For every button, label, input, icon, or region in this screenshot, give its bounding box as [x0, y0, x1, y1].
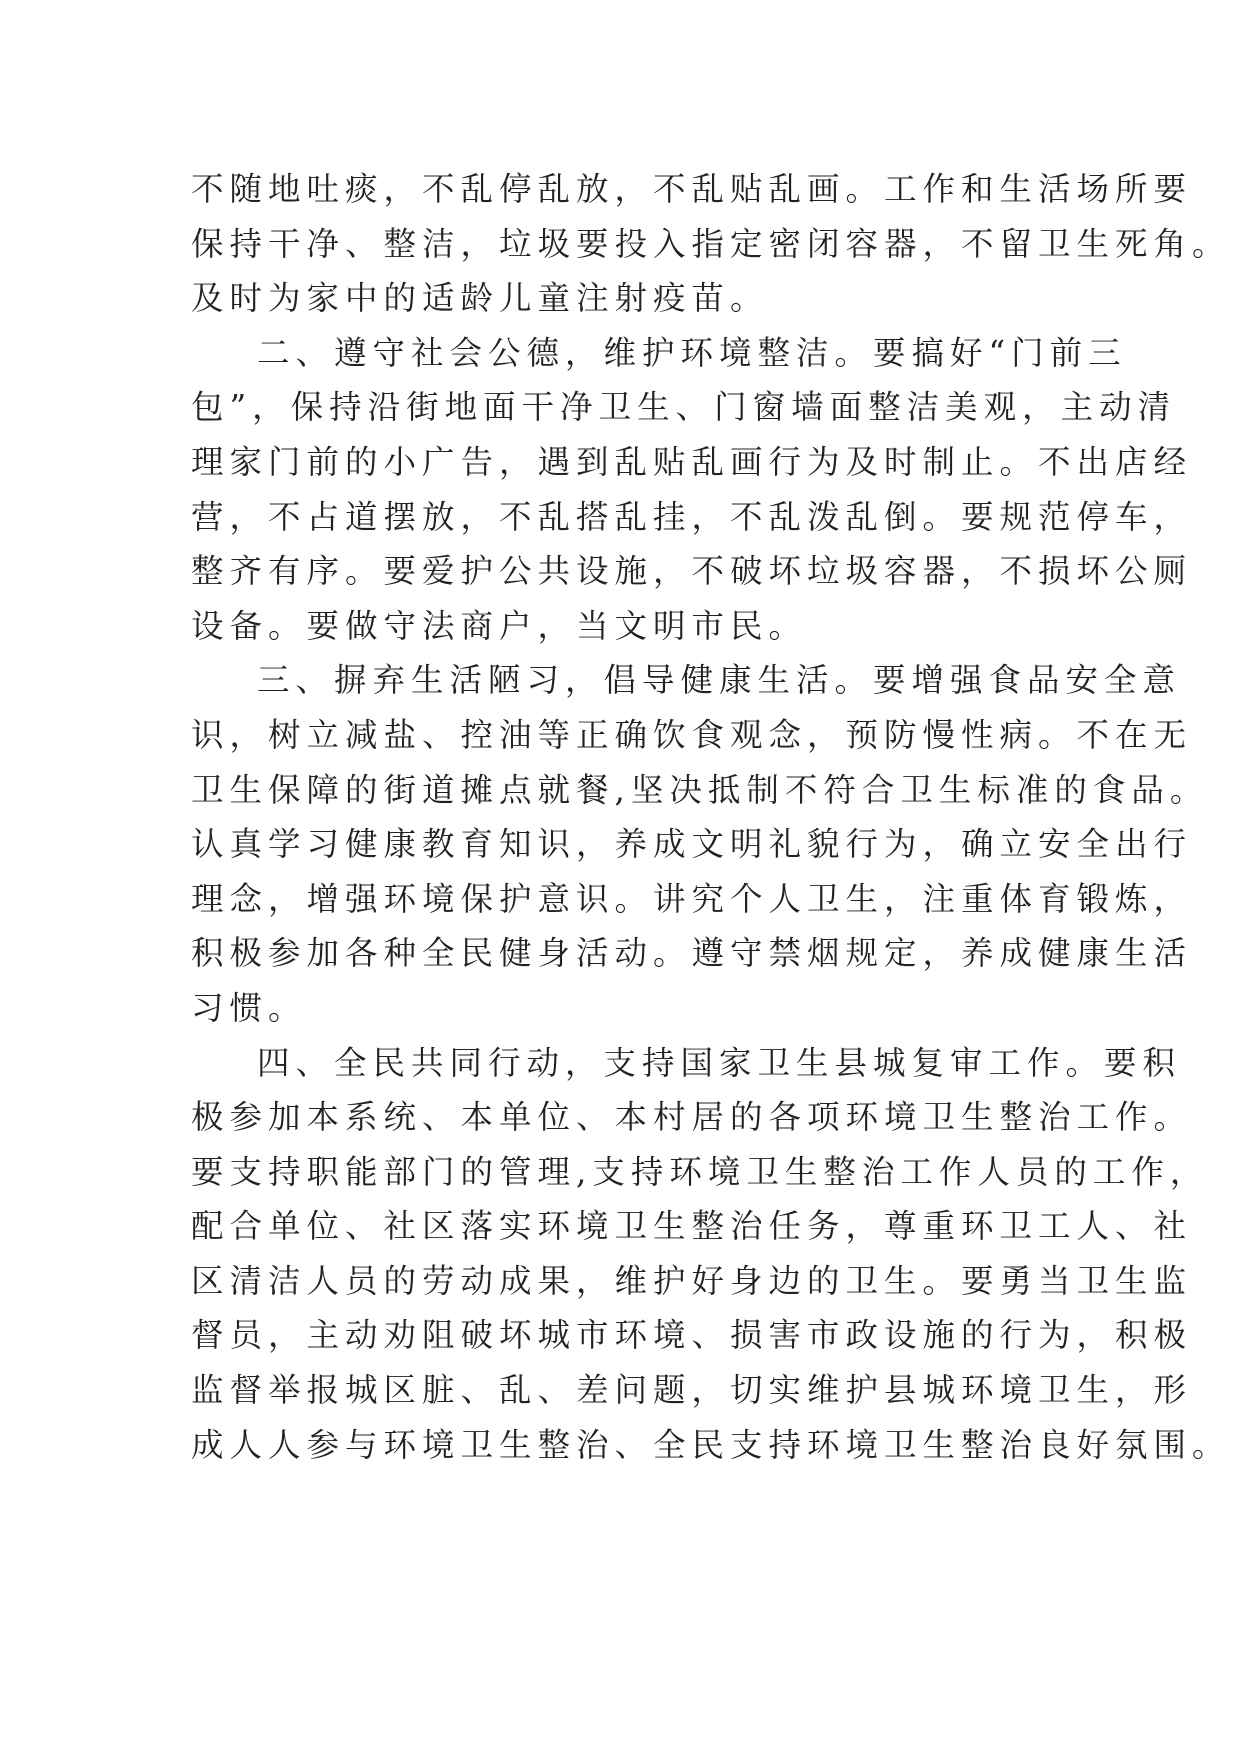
paragraph-1 — [191, 162, 1231, 326]
paragraph-line: 积极参加各种全民健身活动。遵守禁烟规定，养成健康生活 — [191, 934, 1193, 973]
paragraph-line: 设备。要做守法商户，当文明市民。 — [191, 606, 808, 645]
paragraph-line: 督员，主动劝阻破坏城市环境、损害市政设施的行为，积极 — [191, 1316, 1193, 1355]
paragraph-line: 保持干净、整洁，垃圾要投入指定密闭容器，不留卫生死角。 — [191, 224, 1231, 263]
paragraph-line: 区清洁人员的劳动成果，维护好身边的卫生。要勇当卫生监 — [191, 1261, 1193, 1300]
paragraph-line: 识，树立减盐、控油等正确饮食观念，预防慢性病。不在无 — [191, 715, 1193, 754]
paragraph-line: 习惯。 — [191, 988, 307, 1027]
paragraph-line: 理念，增强环境保护意识。讲究个人卫生，注重体育锻炼， — [191, 879, 1193, 918]
paragraph-line: 营，不占道摆放，不乱搭乱挂，不乱泼乱倒。要规范停车， — [191, 497, 1193, 536]
paragraph-line: 四、全民共同行动，支持国家卫生县城复审工作。要积 — [257, 1043, 1182, 1082]
paragraph-line: 二、遵守社会公德，维护环境整洁。要搞好“门前三 — [257, 333, 1127, 372]
paragraph-line: 成人人参与环境卫生整治、全民支持环境卫生整治良好氛围。 — [191, 1425, 1231, 1464]
document-body — [191, 162, 1231, 1472]
paragraph-2 — [191, 326, 1193, 654]
paragraph-line: 配合单位、社区落实环境卫生整治任务，尊重环卫工人、社 — [191, 1207, 1193, 1246]
paragraph-4 — [191, 1036, 1231, 1473]
paragraph-line: 认真学习健康教育知识，养成文明礼貌行为，确立安全出行 — [191, 825, 1193, 864]
paragraph-line: 整齐有序。要爱护公共设施，不破坏垃圾容器，不损坏公厕 — [191, 552, 1193, 591]
paragraph-line: 极参加本系统、本单位、本村居的各项环境卫生整治工作。 — [191, 1098, 1193, 1137]
paragraph-line: 监督举报城区脏、乱、差问题，切实维护县城环境卫生，形 — [191, 1371, 1193, 1410]
paragraph-line: 卫生保障的街道摊点就餐,坚决抵制不符合卫生标准的食品。 — [191, 770, 1209, 809]
paragraph-line: 要支持职能部门的管理,支持环境卫生整治工作人员的工作， — [191, 1152, 1209, 1191]
paragraph-line: 包”，保持沿街地面干净卫生、门窗墙面整洁美观，主动清 — [191, 388, 1177, 427]
paragraph-3 — [191, 653, 1209, 1035]
paragraph-line: 及时为家中的适龄儿童注射疫苗。 — [191, 279, 769, 318]
paragraph-line: 理家门前的小广告，遇到乱贴乱画行为及时制止。不出店经 — [191, 442, 1193, 481]
paragraph-line: 不随地吐痰，不乱停乱放，不乱贴乱画。工作和生活场所要 — [191, 170, 1193, 208]
paragraph-line: 三、摒弃生活陋习，倡导健康生活。要增强食品安全意 — [257, 661, 1182, 700]
